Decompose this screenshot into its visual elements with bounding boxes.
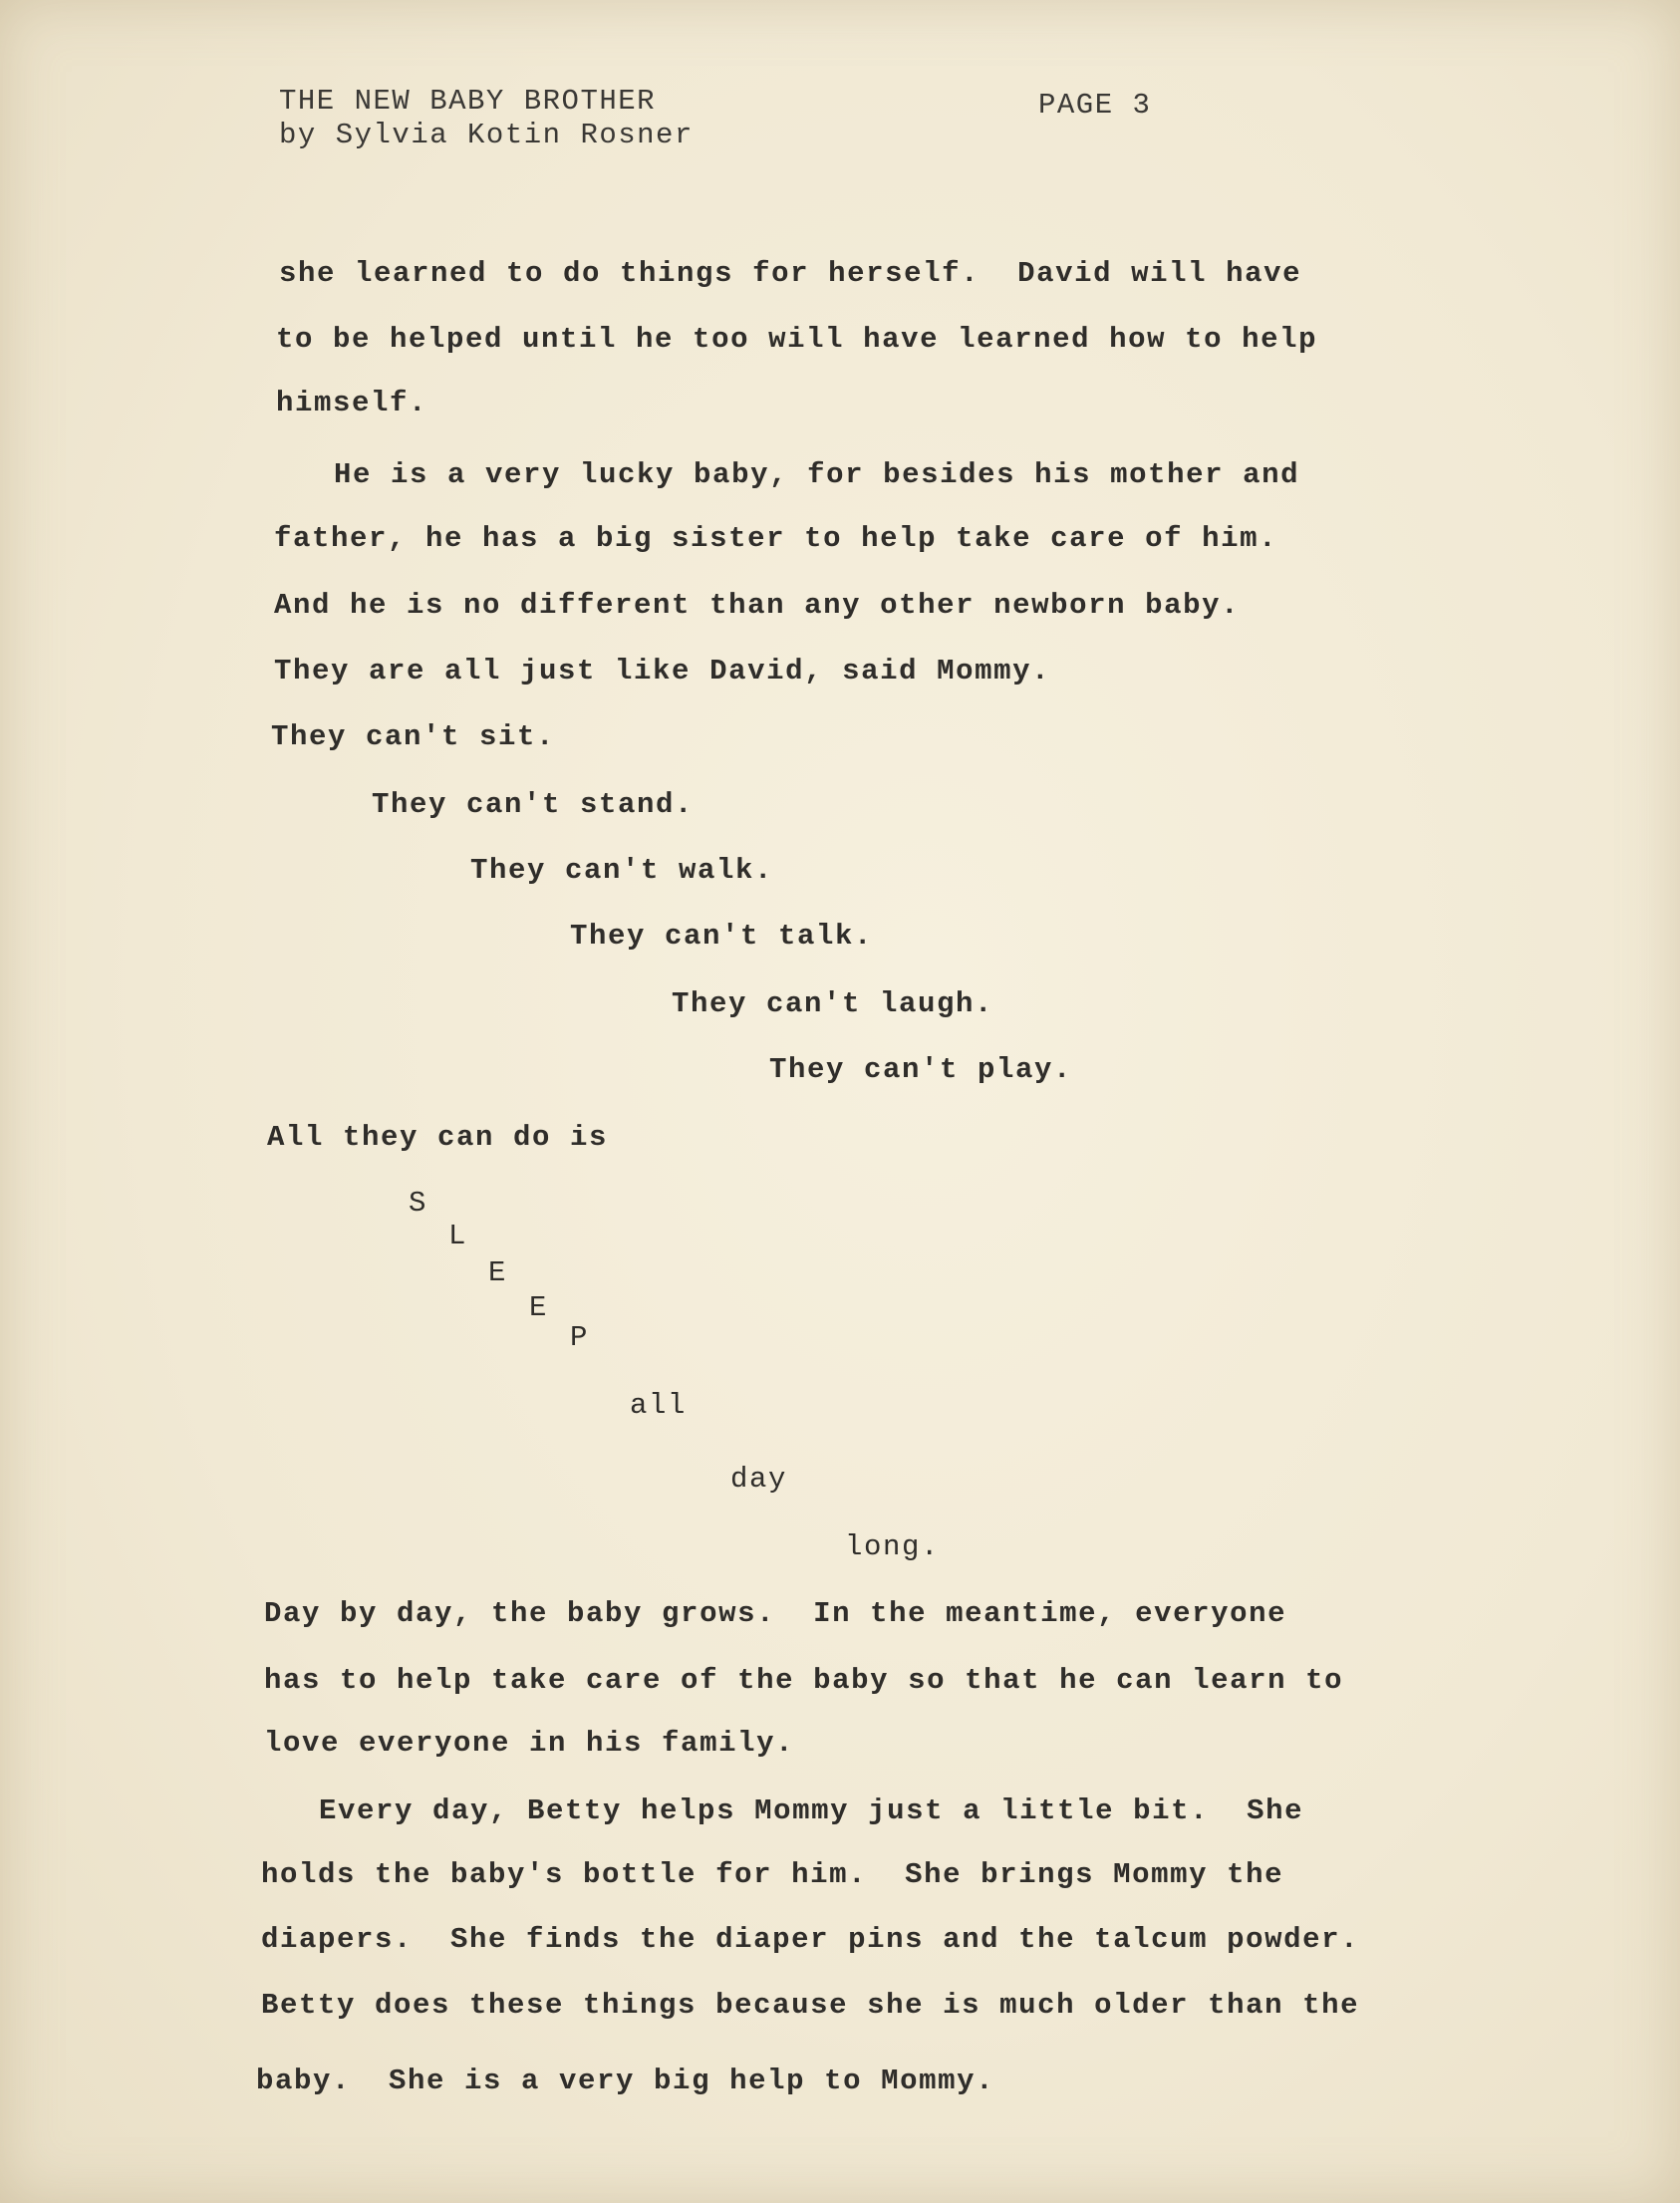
- body-line: baby. She is a very big help to Mommy.: [256, 2065, 995, 2097]
- story-title: THE NEW BABY BROTHER: [279, 85, 657, 118]
- cant-line-talk: They can't talk.: [570, 920, 874, 953]
- body-line: holds the baby's bottle for him. She brings Mommy the: [261, 1858, 1284, 1891]
- body-line: to be helped until he too will have learned how to help: [276, 323, 1318, 356]
- all-they-can-do: All they can do is: [267, 1121, 609, 1154]
- body-line: himself.: [276, 387, 428, 419]
- sleep-letter-p: P: [570, 1321, 590, 1354]
- sleep-word-long: long.: [845, 1530, 941, 1563]
- cant-line-walk: They can't walk.: [470, 854, 774, 887]
- body-line: love everyone in his family.: [264, 1727, 795, 1760]
- story-author: by Sylvia Kotin Rosner: [279, 119, 694, 151]
- body-line: she learned to do things for herself. David will have: [279, 257, 1302, 290]
- sleep-letter-s: S: [409, 1187, 428, 1220]
- body-line: diapers. She finds the diaper pins and the talcum powder.: [261, 1923, 1360, 1956]
- sleep-word-all: all: [630, 1389, 688, 1422]
- body-line: Day by day, the baby grows. In the meantime, everyone: [264, 1597, 1287, 1630]
- page-number: PAGE 3: [1038, 89, 1152, 122]
- sleep-word-day: day: [730, 1463, 788, 1496]
- cant-line-play: They can't play.: [769, 1053, 1073, 1086]
- body-line: father, he has a big sister to help take care of him.: [274, 522, 1278, 555]
- cant-line-sit: They can't sit.: [271, 720, 556, 753]
- body-line: And he is no different than any other newborn baby.: [274, 589, 1241, 622]
- sleep-letter-l: L: [448, 1220, 468, 1252]
- cant-line-stand: They can't stand.: [372, 788, 695, 821]
- body-line: Betty does these things because she is much older than the: [261, 1989, 1360, 2022]
- body-line: They are all just like David, said Mommy.: [274, 655, 1051, 688]
- sleep-letter-e2: E: [529, 1291, 549, 1324]
- cant-line-laugh: They can't laugh.: [672, 987, 994, 1020]
- sleep-letter-e1: E: [488, 1256, 508, 1289]
- body-line: He is a very lucky baby, for besides his mother and: [296, 458, 1300, 491]
- body-line: has to help take care of the baby so that he can learn to: [264, 1664, 1344, 1697]
- body-line: Every day, Betty helps Mommy just a little bit. She: [281, 1794, 1304, 1827]
